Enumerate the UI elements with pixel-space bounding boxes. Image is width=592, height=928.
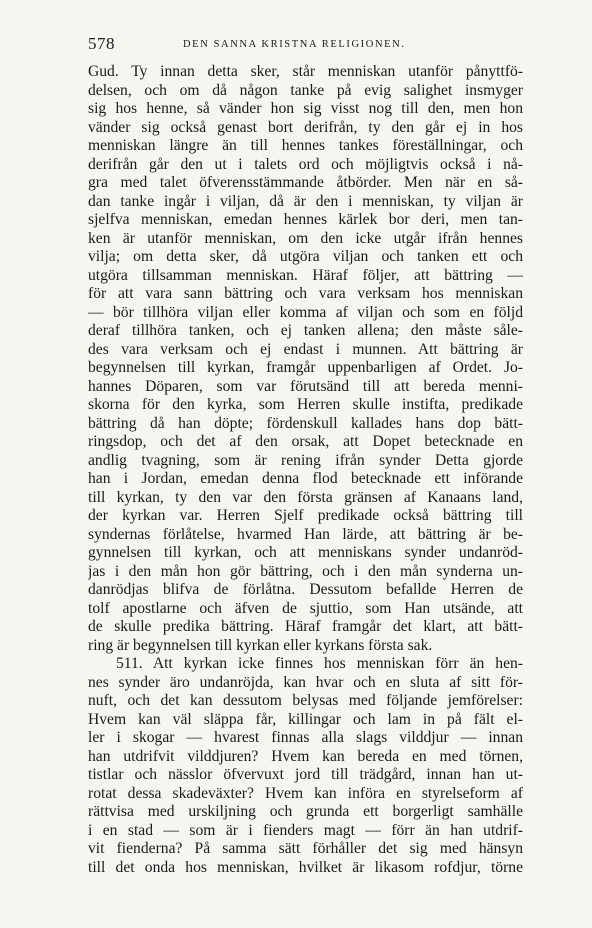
- text-line: Hvem kan väl släppa får, killingar och lam in på fält el-: [88, 710, 523, 728]
- text-line: ringsdop, och det af den orsak, att Dopet betecknade en: [88, 433, 523, 450]
- text-line: gra med talet öfverensstämmande åtbörder. Men när en så-: [88, 174, 523, 191]
- paragraph-start-line: 511. Att kyrkan icke finnes hos menniskan förr än hen-: [116, 655, 523, 672]
- text-line: till kyrkan, ty den var den första gränsen af Kanaans land,: [88, 488, 523, 506]
- text-line: för att vara sann bättring och vara verksam hos menniskan: [88, 285, 523, 302]
- text-line: begynnelsen till kyrkan, framgår uppenbarligen af Ordet. Jo-: [88, 359, 523, 376]
- text-line: utgöra tillsamman menniskan. Häraf följer, att bättring —: [88, 266, 523, 284]
- text-line: sjelfva menniskan, emedan hennes kärlek bor deri, men tan-: [88, 211, 523, 228]
- text-line: de skulle predika bättring. Häraf framgår det klart, att bätt-: [88, 618, 523, 635]
- page-number: 578: [88, 34, 115, 53]
- text-line: des vara verksam och ej endast i munnen. Att bättring är: [88, 340, 523, 358]
- text-line: ler i skogar — hvarest finnas alla slags vilddjur — innan: [88, 729, 523, 746]
- body-text: [88, 63, 523, 877]
- text-line: dan tanke ingår i viljan, då är den i menniskan, ty viljan är: [88, 192, 523, 210]
- text-line: bättring då han döpte; fördenskull kallades hans dop bätt-: [88, 414, 523, 432]
- text-line: skorna för den kyrka, som Herren skulle instifta, predikade: [88, 396, 523, 413]
- text-line: tolf apostlarne och äfven de sjuttio, som Han utsände, att: [88, 599, 523, 617]
- text-line: vit fienderna? På samma sätt förhåller det sig med hänsyn: [88, 840, 523, 857]
- text-line: der kyrkan var. Herren Sjelf predikade också bättring till: [88, 507, 523, 524]
- text-line: ken är utanför menniskan, om den icke utgår ifrån hennes: [88, 229, 523, 247]
- running-head: [88, 34, 520, 56]
- text-line: vänder sig också genast bort derifrån, ty den går ej in hos: [88, 118, 523, 136]
- text-line: till det onda hos menniskan, hvilket är likasom rofdjur, törne: [88, 858, 523, 876]
- running-title: DEN SANNA KRISTNA RELIGIONEN.: [183, 39, 406, 50]
- text-line: rättvisa med urskiljning och grunda ett borgerligt samhälle: [88, 803, 523, 820]
- text-line: Gud. Ty innan detta sker, står menniskan utanför pånyttfö-: [88, 63, 523, 80]
- text-line: andlig tvagning, som är rening ifrån synder Detta gjorde: [88, 451, 523, 469]
- text-line: sig hos henne, så vänder hon sig visst nog till den, men hon: [88, 100, 523, 117]
- text-line: han utdrifvit vilddjuren? Hvem kan bereda en med törnen,: [88, 747, 523, 765]
- text-line: han i Jordan, emedan denna flod betecknade ett införande: [88, 470, 523, 487]
- text-line: menniskan längre än till hennes tankes föreställningar, och: [88, 137, 523, 154]
- text-line: rotat dessa skadeväxter? Hvem kan införa en styrelseform af: [88, 784, 523, 802]
- text-line: danrödjas blifva de förlåtna. Dessutom befallde Herren de: [88, 581, 523, 598]
- text-line: i en stad — som är i fienders magt — förr än han utdrif-: [88, 821, 523, 839]
- text-line: vilja; om detta sker, då utgöra viljan och tanken ett och: [88, 248, 523, 265]
- text-line: delsen, och om då någon tanke på evig salighet insmyger: [88, 81, 523, 99]
- text-line: — bör tillhöra viljan eller komma af viljan och som en följd: [88, 303, 523, 321]
- text-line: deraf tillhöra tanken, och ej tanken allena; den måste såle-: [88, 322, 523, 339]
- text-line: derifrån går den ut i talets ord och möjligtvis också i nå-: [88, 155, 523, 173]
- text-line: jas i den mån hon gör bättring, och i den mån synderna un-: [88, 562, 523, 580]
- text-line: hannes Döparen, som var förutsänd till att bereda menni-: [88, 377, 523, 395]
- text-line: tistlar och nässlor öfvervuxt jord till trädgård, innan han ut-: [88, 766, 523, 783]
- text-line: nes synder äro undanröjda, kan hvar och en sluta af sitt för-: [88, 673, 523, 691]
- text-line: syndernas förlåtelse, hvarmed Han lärde, att bättring är be-: [88, 525, 523, 543]
- text-line: nuft, och det kan dessutom belysas med följande jemförelser:: [88, 692, 523, 709]
- text-line: gynnelsen till kyrkan, och att menniskans synder undanröd-: [88, 544, 523, 561]
- text-line: ring är begynnelsen till kyrkan eller kyrkans första sak.: [88, 636, 433, 654]
